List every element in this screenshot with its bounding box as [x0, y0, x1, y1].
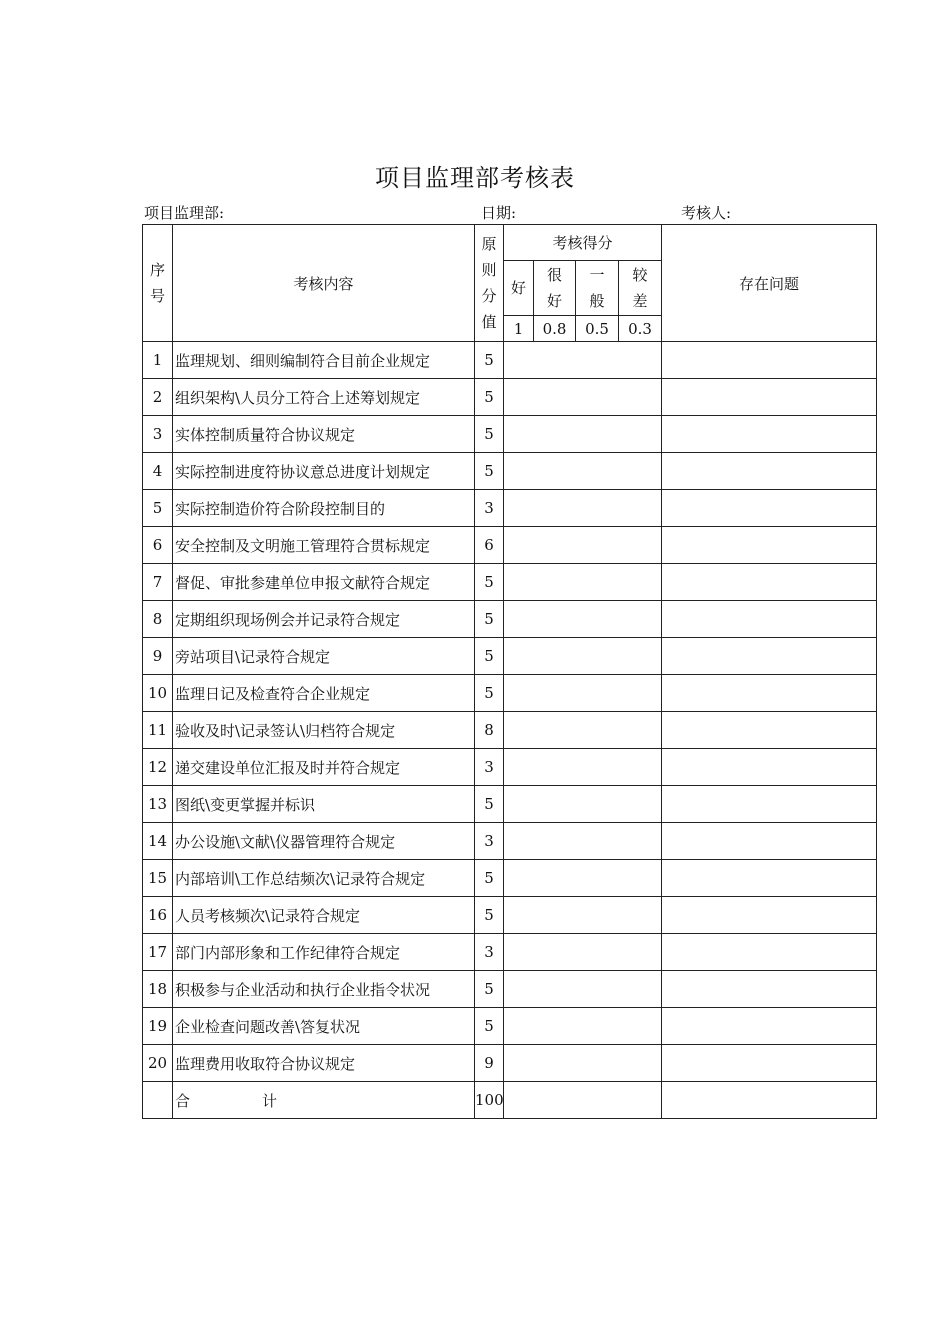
- row-content: 图纸\变更掌握并标识: [173, 786, 475, 823]
- seq-header: 序 号: [143, 225, 173, 342]
- content-header: 考核内容: [173, 225, 475, 342]
- row-score-cell[interactable]: [504, 675, 662, 712]
- row-number: 15: [143, 860, 173, 897]
- row-base-score: 3: [475, 823, 504, 860]
- row-issues-cell[interactable]: [662, 749, 877, 786]
- row-number: 13: [143, 786, 173, 823]
- row-score-cell[interactable]: [504, 1008, 662, 1045]
- table-row: [143, 1045, 877, 1082]
- row-content: 实体控制质量符合协议规定: [173, 416, 475, 453]
- grade-average-header: 一 般: [576, 261, 619, 316]
- row-number: 5: [143, 490, 173, 527]
- row-base-score: 5: [475, 453, 504, 490]
- row-issues-cell[interactable]: [662, 934, 877, 971]
- grade-good-header: 好: [504, 261, 534, 316]
- row-number: 19: [143, 1008, 173, 1045]
- row-base-score: 5: [475, 860, 504, 897]
- table-row: [143, 897, 877, 934]
- row-issues-cell[interactable]: [662, 564, 877, 601]
- row-score-cell[interactable]: [504, 379, 662, 416]
- row-issues-cell[interactable]: [662, 601, 877, 638]
- row-content: 组织架构\人员分工符合上述筹划规定: [173, 379, 475, 416]
- row-number: 18: [143, 971, 173, 1008]
- row-issues-cell[interactable]: [662, 971, 877, 1008]
- table-row: [143, 823, 877, 860]
- row-issues-cell[interactable]: [662, 897, 877, 934]
- row-base-score: 9: [475, 1045, 504, 1082]
- row-score-cell[interactable]: [504, 860, 662, 897]
- row-issues-cell[interactable]: [662, 342, 877, 379]
- table-row: [143, 971, 877, 1008]
- total-score: 100: [475, 1082, 504, 1119]
- issues-header: 存在问题: [662, 225, 877, 342]
- page-title: 项目监理部考核表: [375, 164, 575, 192]
- row-issues-cell[interactable]: [662, 1008, 877, 1045]
- assessor-label: 考核人:: [681, 204, 732, 222]
- row-base-score: 5: [475, 342, 504, 379]
- row-issues-cell[interactable]: [662, 823, 877, 860]
- row-content: 人员考核频次\记录符合规定: [173, 897, 475, 934]
- row-number: 20: [143, 1045, 173, 1082]
- row-base-score: 5: [475, 786, 504, 823]
- row-number: 9: [143, 638, 173, 675]
- row-number: 3: [143, 416, 173, 453]
- grade-average-weight: 0.5: [576, 316, 619, 342]
- row-content: 安全控制及文明施工管理符合贯标规定: [173, 527, 475, 564]
- table-row: [143, 1008, 877, 1045]
- row-score-cell[interactable]: [504, 453, 662, 490]
- row-issues-cell[interactable]: [662, 1045, 877, 1082]
- total-row: [143, 1082, 877, 1119]
- grade-poor-weight: 0.3: [619, 316, 662, 342]
- table-row: [143, 416, 877, 453]
- row-base-score: 5: [475, 1008, 504, 1045]
- row-issues-cell[interactable]: [662, 860, 877, 897]
- row-number: 4: [143, 453, 173, 490]
- row-content: 企业检查问题改善\答复状况: [173, 1008, 475, 1045]
- row-issues-cell[interactable]: [662, 675, 877, 712]
- total-issues-cell[interactable]: [662, 1082, 877, 1119]
- row-base-score: 6: [475, 527, 504, 564]
- row-content: 监理日记及检查符合企业规定: [173, 675, 475, 712]
- row-content: 实际控制进度符协议意总进度计划规定: [173, 453, 475, 490]
- row-score-cell[interactable]: [504, 749, 662, 786]
- row-issues-cell[interactable]: [662, 453, 877, 490]
- row-issues-cell[interactable]: [662, 490, 877, 527]
- table-row: [143, 453, 877, 490]
- table-row: [143, 564, 877, 601]
- score-group-header: 考核得分: [504, 225, 662, 261]
- row-issues-cell[interactable]: [662, 379, 877, 416]
- row-content: 递交建设单位汇报及时并符合规定: [173, 749, 475, 786]
- row-score-cell[interactable]: [504, 527, 662, 564]
- row-content: 实际控制造价符合阶段控制目的: [173, 490, 475, 527]
- row-base-score: 3: [475, 490, 504, 527]
- date-label: 日期:: [481, 204, 517, 222]
- table-row: [143, 379, 877, 416]
- row-score-cell[interactable]: [504, 342, 662, 379]
- row-content: 办公设施\文献\仪器管理符合规定: [173, 823, 475, 860]
- row-content: 内部培训\工作总结频次\记录符合规定: [173, 860, 475, 897]
- table-row: [143, 860, 877, 897]
- row-content: 监理规划、细则编制符合目前企业规定: [173, 342, 475, 379]
- row-base-score: 5: [475, 564, 504, 601]
- total-seq-cell: [143, 1082, 173, 1119]
- row-score-cell[interactable]: [504, 416, 662, 453]
- row-content: 定期组织现场例会并记录符合规定: [173, 601, 475, 638]
- row-score-cell[interactable]: [504, 971, 662, 1008]
- row-number: 14: [143, 823, 173, 860]
- department-label: 项目监理部:: [144, 204, 225, 222]
- row-content: 监理费用收取符合协议规定: [173, 1045, 475, 1082]
- assessment-table: [142, 224, 877, 1119]
- row-number: 11: [143, 712, 173, 749]
- row-issues-cell[interactable]: [662, 527, 877, 564]
- row-score-cell[interactable]: [504, 823, 662, 860]
- row-number: 16: [143, 897, 173, 934]
- row-score-cell[interactable]: [504, 786, 662, 823]
- grade-poor-header: 较 差: [619, 261, 662, 316]
- row-number: 17: [143, 934, 173, 971]
- row-issues-cell[interactable]: [662, 712, 877, 749]
- row-number: 10: [143, 675, 173, 712]
- row-base-score: 8: [475, 712, 504, 749]
- row-score-cell[interactable]: [504, 490, 662, 527]
- row-base-score: 5: [475, 601, 504, 638]
- row-base-score: 5: [475, 675, 504, 712]
- table-row: [143, 749, 877, 786]
- row-score-cell[interactable]: [504, 897, 662, 934]
- row-score-cell[interactable]: [504, 934, 662, 971]
- grade-very-good-header: 很 好: [534, 261, 576, 316]
- table-row: [143, 342, 877, 379]
- row-score-cell[interactable]: [504, 564, 662, 601]
- row-number: 8: [143, 601, 173, 638]
- row-score-cell[interactable]: [504, 712, 662, 749]
- row-base-score: 5: [475, 971, 504, 1008]
- row-number: 7: [143, 564, 173, 601]
- table-row: [143, 712, 877, 749]
- table-row: [143, 490, 877, 527]
- row-number: 12: [143, 749, 173, 786]
- table-row: [143, 527, 877, 564]
- row-content: 督促、审批参建单位申报文献符合规定: [173, 564, 475, 601]
- row-issues-cell[interactable]: [662, 786, 877, 823]
- table-row: [143, 601, 877, 638]
- row-base-score: 3: [475, 934, 504, 971]
- row-issues-cell[interactable]: [662, 638, 877, 675]
- table-row: [143, 934, 877, 971]
- row-base-score: 5: [475, 897, 504, 934]
- row-number: 2: [143, 379, 173, 416]
- row-content: 旁站项目\记录符合规定: [173, 638, 475, 675]
- row-content: 积极参与企业活动和执行企业指令状况: [173, 971, 475, 1008]
- table-row: [143, 638, 877, 675]
- base-score-header: 原 则 分 值: [475, 225, 504, 342]
- row-content: 部门内部形象和工作纪律符合规定: [173, 934, 475, 971]
- total-score-cell[interactable]: [504, 1082, 662, 1119]
- grade-good-weight: 1: [504, 316, 534, 342]
- row-score-cell[interactable]: [504, 601, 662, 638]
- row-base-score: 5: [475, 638, 504, 675]
- row-content: 验收及时\记录签认\归档符合规定: [173, 712, 475, 749]
- row-issues-cell[interactable]: [662, 416, 877, 453]
- row-number: 6: [143, 527, 173, 564]
- row-score-cell[interactable]: [504, 1045, 662, 1082]
- grade-very-good-weight: 0.8: [534, 316, 576, 342]
- row-score-cell[interactable]: [504, 638, 662, 675]
- row-number: 1: [143, 342, 173, 379]
- table-row: [143, 675, 877, 712]
- table-row: [143, 786, 877, 823]
- row-base-score: 5: [475, 379, 504, 416]
- row-base-score: 5: [475, 416, 504, 453]
- row-base-score: 3: [475, 749, 504, 786]
- total-label: 合 计: [173, 1082, 475, 1119]
